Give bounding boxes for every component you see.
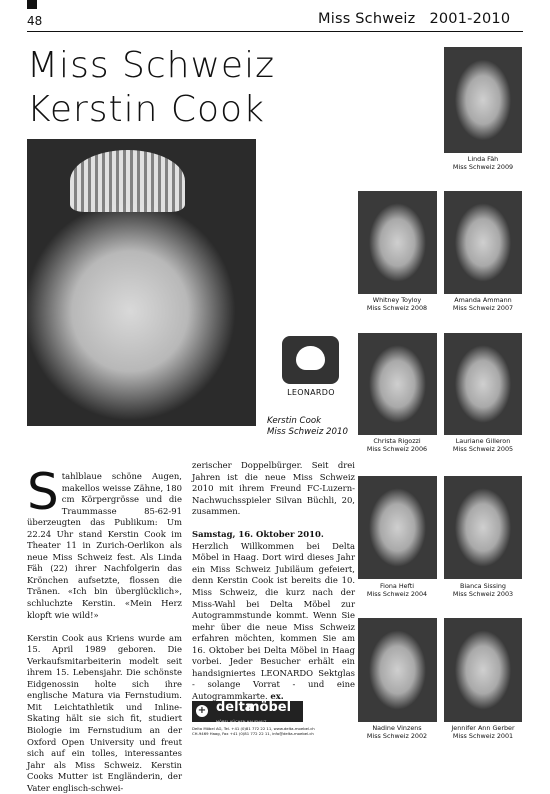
thumb-title: Miss Schweiz 2009 — [452, 163, 514, 171]
delta-tagline: MÖBEL KÜCHEN HAUSHALT — [216, 720, 267, 724]
thumb-photo — [358, 618, 437, 722]
thumb-photo — [444, 191, 522, 294]
thumb-caption — [424, 582, 542, 598]
thumb-title: Miss Schweiz 2003 — [452, 590, 514, 598]
thumb-caption — [424, 296, 542, 312]
caption-title: Miss Schweiz 2010 — [267, 427, 348, 437]
article-paragraph: zerischer Doppelbürger. Seit drei Jahren ist die neue Miss Schweiz 2010 mit ihrem Freund FC-Luzern-Nachwuchsspieler Silvan Büchli, 20, zusammen. — [192, 460, 355, 517]
thumb-title: Miss Schweiz 2007 — [452, 304, 514, 312]
thumb-photo — [444, 333, 522, 435]
thumb-photo — [444, 618, 522, 722]
thumb-photo — [444, 476, 522, 579]
running-header — [318, 11, 510, 27]
leonardo-logo-mark-icon — [296, 346, 325, 370]
thumb-caption — [424, 437, 542, 453]
leonardo-logo-text: LEONARDO — [287, 388, 335, 397]
article-paragraph — [27, 463, 182, 621]
title-line-2: Kerstin Cook — [27, 89, 265, 130]
article-text: Herzlich Willkommen bei Delta Möbel in Haag. Dort wird dieses Jahr ein Miss Schweiz Jubiläum gefeiert, denn Kerstin Cook ist bereits die 10. Miss Schweiz, die kurz nach der Miss-Wahl bei Delta Möbel zur Autogrammstunde kommt. Wenn Sie mehr über die neue Miss Schweiz erfahren möchten, kommen Sie am 16. Oktober bei Delta Möbel in Haag vorbei. Jeder Besucher erhält ein handsigniertes LEONARDO Sektglas - solange Vorrat - und eine Autogrammkarte. — [192, 540, 355, 701]
plus-icon: + — [197, 705, 207, 716]
thumb-title: Miss Schweiz 2002 — [366, 732, 428, 740]
header-rule — [27, 31, 523, 32]
thumb-name: Nadine Vinzens — [372, 724, 422, 732]
delta-logo-word: delta — [216, 700, 254, 715]
delta-moebel-logo — [192, 701, 303, 722]
thumb-caption — [424, 155, 542, 171]
thumb-caption — [424, 724, 542, 740]
title-line-1: Miss Schweiz — [27, 45, 275, 86]
thumb-photo — [358, 476, 437, 579]
delta-address-line: CH-9469 Haag, Fax +41 (0)81 772 22 11, info@delta-moebel.ch — [192, 731, 314, 736]
delta-address-line: Delta Möbel AG, Tel. +41 (0)81 772 22 11, www.delta-moebel.ch — [192, 726, 315, 731]
thumb-name: Jennifer Ann Gerber — [451, 724, 515, 732]
thumb-photo — [358, 333, 437, 435]
thumb-photo — [358, 191, 437, 294]
thumb-name: Fiona Hefti — [379, 582, 415, 590]
corner-mark — [27, 0, 37, 9]
thumb-title: Miss Schweiz 2004 — [366, 590, 428, 598]
thumb-title: Miss Schweiz 2008 — [366, 304, 428, 312]
drop-cap: S — [27, 463, 59, 521]
header-years: 2001-2010 — [429, 11, 511, 27]
article-column-1 — [27, 463, 182, 794]
thumb-name: Lauriane Gilleron — [455, 437, 511, 445]
thumb-title: Miss Schweiz 2006 — [366, 445, 428, 453]
thumb-title: Miss Schweiz 2001 — [452, 732, 514, 740]
page-number: 48 — [27, 14, 43, 28]
header-section: Miss Schweiz — [318, 11, 416, 27]
main-photo-caption — [267, 416, 348, 438]
thumb-name: Linda Fäh — [467, 155, 499, 163]
article-subhead: Samstag, 16. Oktober 2010. — [192, 529, 324, 540]
article-paragraph — [192, 529, 355, 702]
thumb-name: Bianca Sissing — [460, 582, 506, 590]
article-paragraph: Kerstin Cook aus Kriens wurde am 15. April 1989 geboren. Die Verkaufsmitarbeiterin modelt seit ihrem 15. Lebensjahr. Die schönste Eidgenossin holte sich ihre englische Matura via Fernstudium. Mit Leichtathletik und Inline-Skating hält sie sich fit, studiert Biologie im Fernstudium an der Oxford Open University und freut sich auf ein tolles, interessantes Jahr als Miss Schweiz. Kerstin Cooks Mutter ist Engländerin, der Vater englisch-schwei- — [27, 632, 182, 793]
thumb-name: Amanda Ammann — [454, 296, 512, 304]
delta-address — [192, 726, 362, 736]
thumb-name: Whitney Toyloy — [372, 296, 422, 304]
caption-name: Kerstin Cook — [267, 416, 322, 426]
article-column-2 — [192, 460, 355, 702]
article-text: tahlblaue schöne Augen, makellos weisse Zähne, 180 cm Körpergrösse und die Traummasse 85-62-91 überzeugten das Publikum: Um 22.24 Uhr stand Kerstin Cook im Theater 11 in Zurich-Oerlikon als neue Miss Schweiz fest. Als Linda Fäh (22) ihrer Nachfolgerin das Krönchen aufsetzte, flossen die Tränen. «Ich bin überglücklich», schluchzte Kerstin. «Mein Herz klopft wie wild!» — [27, 471, 182, 620]
thumb-name: Christa Rigozzi — [373, 437, 421, 445]
thumb-photo — [444, 47, 522, 153]
crown-image — [70, 150, 185, 212]
article-signoff: ex. — [270, 690, 284, 701]
thumb-title: Miss Schweiz 2005 — [452, 445, 514, 453]
page-title — [27, 44, 275, 132]
moebel-logo-word: möbel — [246, 700, 292, 715]
